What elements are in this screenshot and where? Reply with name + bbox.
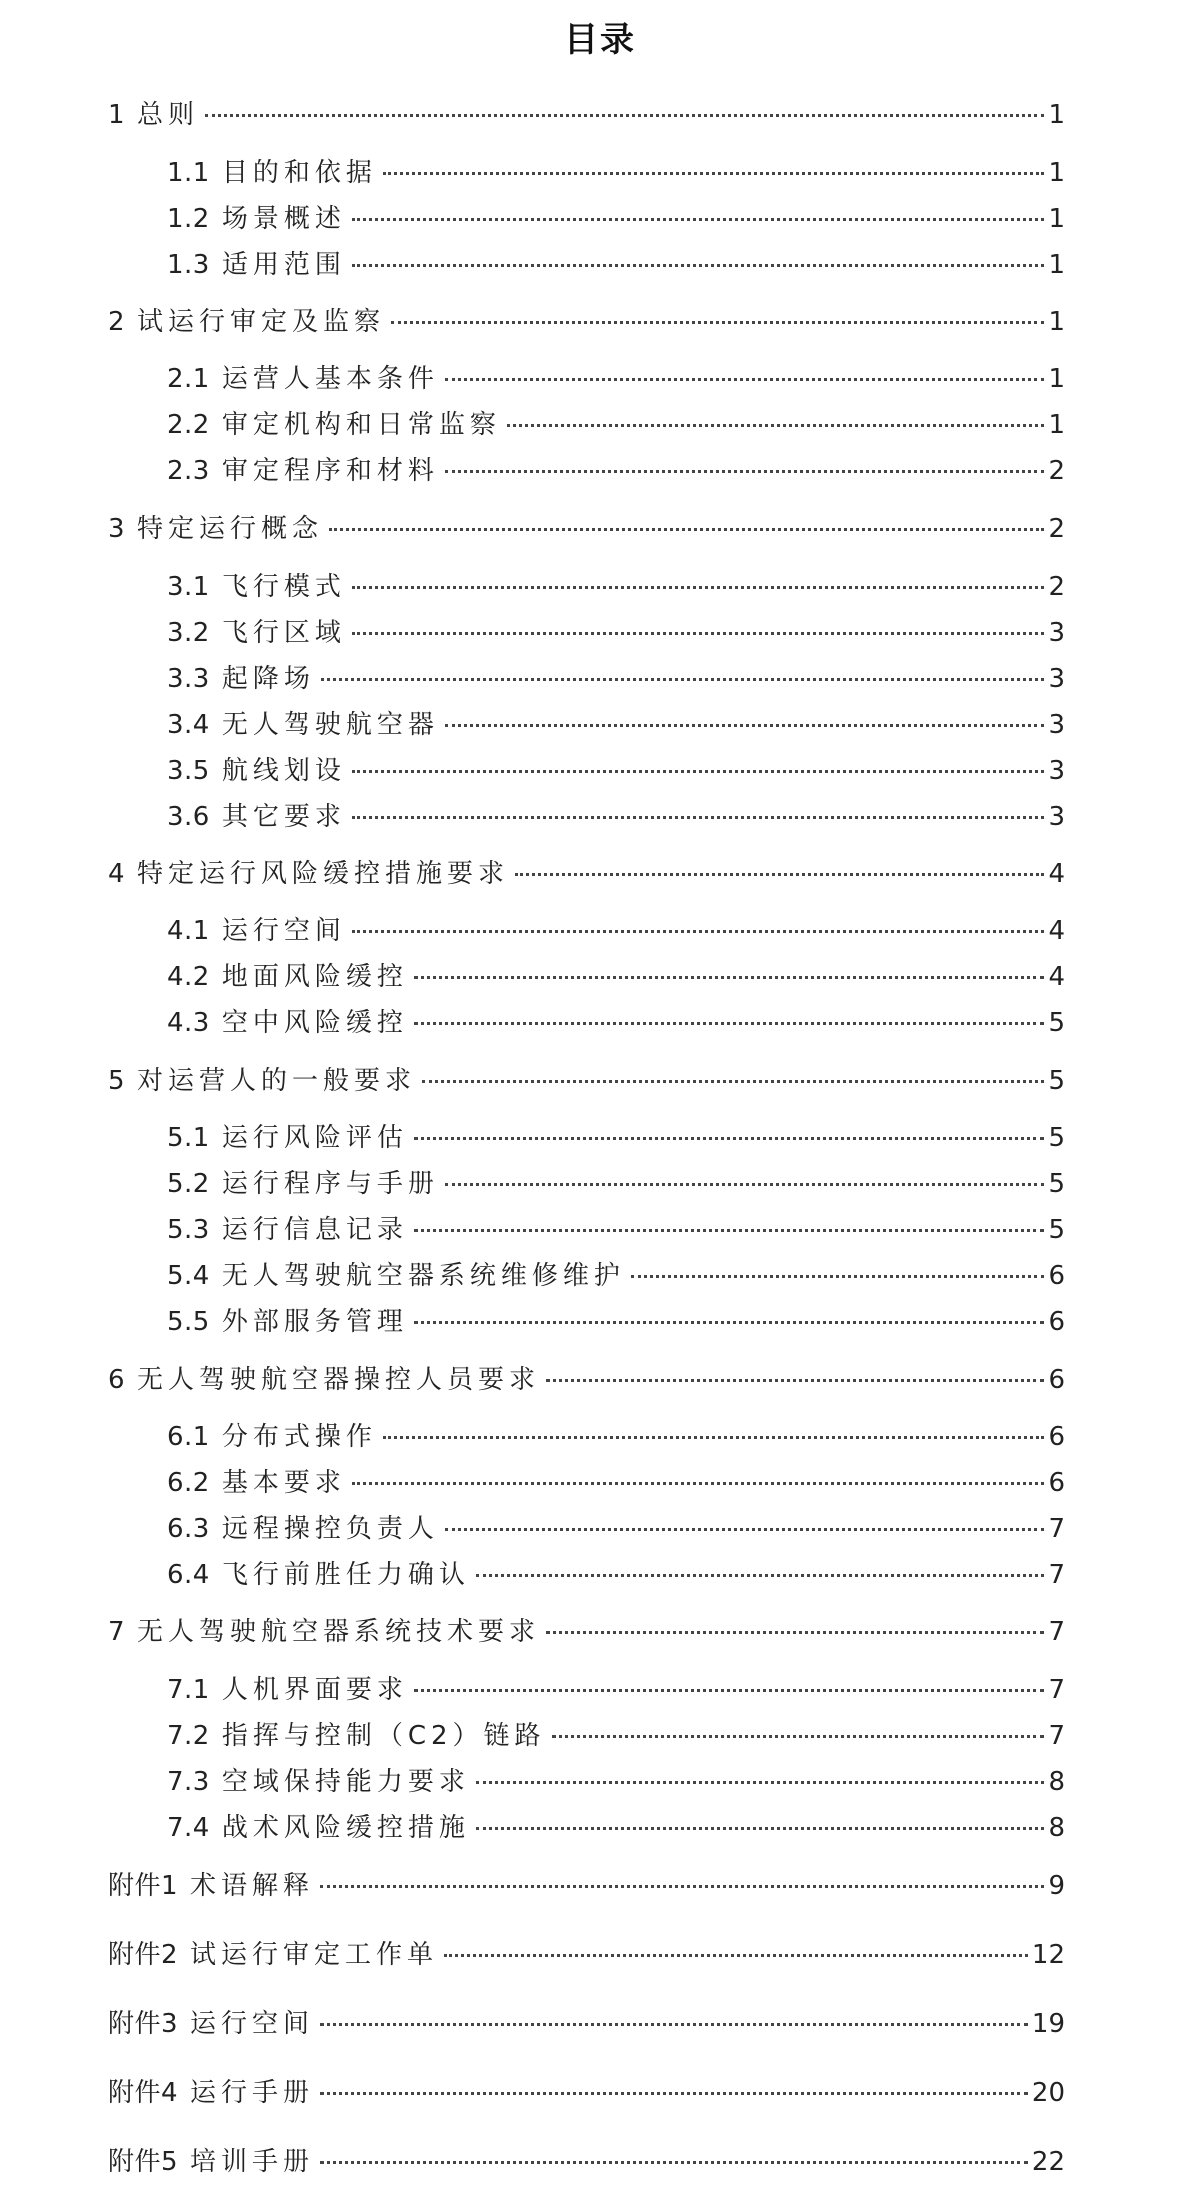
toc-entry-page-number: 12 <box>1031 1940 1065 1970</box>
toc-entry-title: 试运行审定及监察 <box>137 307 386 337</box>
toc-entry-number: 2.3 <box>167 456 210 486</box>
dot-leader <box>445 1183 1045 1186</box>
toc-entry-title: 其它要求 <box>221 802 346 832</box>
toc-entry-number: 1 <box>108 100 126 130</box>
toc-entry-number: 4.2 <box>167 962 210 992</box>
toc-entry-page-number: 4 <box>1048 859 1065 889</box>
dot-leader <box>391 321 1044 324</box>
toc-entry-title: 空中风险缓控 <box>221 1008 408 1038</box>
toc-entry-page-number: 4 <box>1048 916 1065 946</box>
toc-entry[interactable] <box>167 914 1065 948</box>
toc-entry[interactable] <box>108 305 1065 339</box>
toc-entry[interactable] <box>167 570 1065 604</box>
toc-entry-page-number: 1 <box>1048 100 1065 130</box>
toc-entry[interactable] <box>108 1064 1065 1098</box>
dot-leader <box>507 424 1045 427</box>
toc-entry-page-number: 3 <box>1048 618 1065 648</box>
dot-leader <box>320 2023 1028 2026</box>
toc-entry-number: 6.2 <box>167 1468 210 1498</box>
dot-leader <box>445 470 1045 473</box>
dot-leader <box>476 1781 1045 1784</box>
toc-entry-number: 附件5 <box>108 2147 179 2177</box>
toc-entry[interactable] <box>167 1765 1065 1799</box>
toc-entry-page-number: 6 <box>1048 1422 1065 1452</box>
dot-leader <box>414 1229 1045 1232</box>
toc-entry-number: 7.4 <box>167 1813 210 1843</box>
toc-entry-title: 场景概述 <box>221 204 346 234</box>
toc-entry-title: 无人驾驶航空器 <box>221 710 439 740</box>
page-title: 目录 <box>564 20 636 60</box>
toc-entry[interactable] <box>167 248 1065 282</box>
toc-entry-title: 审定机构和日常监察 <box>221 410 501 440</box>
toc-entry-page-number: 5 <box>1048 1008 1065 1038</box>
toc-entry[interactable] <box>167 1167 1065 1201</box>
toc-entry-number: 7.1 <box>167 1675 210 1705</box>
toc-entry-title: 运行空间 <box>221 916 346 946</box>
toc-entry-number: 4.3 <box>167 1008 210 1038</box>
toc-entry[interactable] <box>108 1938 1065 1972</box>
toc-entry-number: 4 <box>108 859 126 889</box>
toc-entry-page-number: 6 <box>1048 1307 1065 1337</box>
toc-entry[interactable] <box>167 1558 1065 1592</box>
toc-entry-page-number: 7 <box>1048 1721 1065 1751</box>
toc-entry-title: 术语解释 <box>190 1871 315 1901</box>
toc-entry[interactable] <box>167 408 1065 442</box>
toc-entry-title: 飞行模式 <box>221 572 346 602</box>
toc-entry-page-number: 7 <box>1048 1560 1065 1590</box>
toc-entry-title: 无人驾驶航空器操控人员要求 <box>137 1365 541 1395</box>
toc-entry-number: 5 <box>108 1066 126 1096</box>
dot-leader <box>320 2161 1028 2164</box>
toc-entry-number: 2.2 <box>167 410 210 440</box>
dot-leader <box>321 678 1045 681</box>
toc-entry-number: 6.4 <box>167 1560 210 1590</box>
dot-leader <box>444 1954 1028 1957</box>
toc-entry-title: 运行信息记录 <box>221 1215 408 1245</box>
dot-leader <box>352 770 1045 773</box>
toc-entry-page-number: 5 <box>1048 1169 1065 1199</box>
toc-entry-page-number: 7 <box>1048 1514 1065 1544</box>
toc-entry-title: 起降场 <box>221 664 315 694</box>
toc-entry-page-number: 6 <box>1048 1261 1065 1291</box>
dot-leader <box>205 114 1044 117</box>
dot-leader <box>320 1885 1044 1888</box>
toc-entry-title: 分布式操作 <box>221 1422 377 1452</box>
toc-entry-title: 人机界面要求 <box>221 1675 408 1705</box>
toc-entry[interactable] <box>108 1869 1065 1903</box>
toc-entry-page-number: 5 <box>1048 1066 1065 1096</box>
toc-entry[interactable] <box>167 616 1065 650</box>
toc-entry[interactable] <box>108 1363 1065 1397</box>
toc-entry[interactable] <box>167 1121 1065 1155</box>
toc-entry-title: 指挥与控制（C2）链路 <box>221 1721 546 1751</box>
toc-entry[interactable] <box>167 1213 1065 1247</box>
toc-entry-title: 试运行审定工作单 <box>190 1940 439 1970</box>
toc-entry-page-number: 1 <box>1048 250 1065 280</box>
toc-entry-page-number: 1 <box>1048 307 1065 337</box>
toc-entry-title: 总则 <box>137 100 200 130</box>
toc-entry-title: 地面风险缓控 <box>221 962 408 992</box>
toc-entry-number: 5.4 <box>167 1261 210 1291</box>
toc-entry-page-number: 9 <box>1048 1871 1065 1901</box>
toc-entry-title: 特定运行概念 <box>137 514 324 544</box>
toc-entry[interactable] <box>167 1259 1065 1293</box>
dot-leader <box>515 873 1044 876</box>
toc-entry-number: 5.2 <box>167 1169 210 1199</box>
toc-entry-page-number: 22 <box>1031 2147 1065 2177</box>
toc-entry-page-number: 6 <box>1048 1468 1065 1498</box>
toc-entry[interactable] <box>167 454 1065 488</box>
toc-entry-title: 基本要求 <box>221 1468 346 1498</box>
toc-entry-title: 目的和依据 <box>221 158 377 188</box>
toc-entry-title: 对运营人的一般要求 <box>137 1066 417 1096</box>
toc-entry-page-number: 1 <box>1048 204 1065 234</box>
toc-entry-number: 7.3 <box>167 1767 210 1797</box>
toc-entry[interactable] <box>108 2076 1065 2110</box>
toc-entry[interactable] <box>167 1466 1065 1500</box>
toc-entry-number: 2 <box>108 307 126 337</box>
dot-leader <box>352 586 1045 589</box>
toc-entry[interactable] <box>108 512 1065 546</box>
dot-leader <box>445 378 1045 381</box>
toc-entry-title: 航线划设 <box>221 756 346 786</box>
toc-entry-number: 1.2 <box>167 204 210 234</box>
toc-entry-number: 3.6 <box>167 802 210 832</box>
dot-leader <box>546 1379 1044 1382</box>
toc-entry-title: 战术风险缓控措施 <box>221 1813 470 1843</box>
toc-entry-number: 5.3 <box>167 1215 210 1245</box>
toc-entry-title: 运行手册 <box>190 2078 315 2108</box>
toc-entry-page-number: 2 <box>1048 456 1065 486</box>
toc-entry-number: 2.1 <box>167 364 210 394</box>
toc-entry-title: 适用范围 <box>221 250 346 280</box>
toc-entry-number: 5.1 <box>167 1123 210 1153</box>
dot-leader <box>320 2092 1028 2095</box>
toc-entry-page-number: 3 <box>1048 802 1065 832</box>
dot-leader <box>414 1137 1045 1140</box>
toc-entry[interactable] <box>167 960 1065 994</box>
toc-entry-page-number: 1 <box>1048 364 1065 394</box>
toc-entry-page-number: 3 <box>1048 756 1065 786</box>
toc-entry-number: 附件2 <box>108 1940 179 1970</box>
toc-entry-number: 1.1 <box>167 158 210 188</box>
toc-entry-number: 6.1 <box>167 1422 210 1452</box>
dot-leader <box>414 1022 1045 1025</box>
toc-entry-title: 飞行区域 <box>221 618 346 648</box>
dot-leader <box>352 218 1045 221</box>
dot-leader <box>631 1275 1045 1278</box>
toc-entry-number: 附件1 <box>108 1871 179 1901</box>
dot-leader <box>476 1574 1045 1577</box>
dot-leader <box>476 1827 1045 1830</box>
dot-leader <box>352 930 1045 933</box>
toc-entry-number: 7 <box>108 1617 126 1647</box>
toc-entry[interactable] <box>167 1673 1065 1707</box>
toc-entry-page-number: 3 <box>1048 710 1065 740</box>
toc-entry-number: 3.4 <box>167 710 210 740</box>
dot-leader <box>383 1436 1045 1439</box>
toc-entry-number: 3.3 <box>167 664 210 694</box>
toc-entry-title: 运行空间 <box>190 2009 315 2039</box>
toc-entry[interactable] <box>167 754 1065 788</box>
toc-entry-page-number: 5 <box>1048 1123 1065 1153</box>
toc-entry[interactable] <box>167 1305 1065 1339</box>
toc-entry-title: 特定运行风险缓控措施要求 <box>137 859 510 889</box>
dot-leader <box>352 1482 1045 1485</box>
toc-entry-title: 飞行前胜任力确认 <box>221 1560 470 1590</box>
toc-entry[interactable] <box>108 98 1065 132</box>
toc-entry-number: 3.5 <box>167 756 210 786</box>
toc-entry-number: 附件3 <box>108 2009 179 2039</box>
toc-entry-title: 运行程序与手册 <box>221 1169 439 1199</box>
toc-entry-page-number: 7 <box>1048 1675 1065 1705</box>
dot-leader <box>546 1631 1044 1634</box>
toc-entry-page-number: 7 <box>1048 1617 1065 1647</box>
toc-entry[interactable] <box>108 2007 1065 2041</box>
toc-entry-page-number: 2 <box>1048 514 1065 544</box>
toc-entry-page-number: 1 <box>1048 410 1065 440</box>
toc-entry-title: 审定程序和材料 <box>221 456 439 486</box>
toc-entry-number: 4.1 <box>167 916 210 946</box>
toc-entry-number: 6 <box>108 1365 126 1395</box>
toc-entry-number: 附件4 <box>108 2078 179 2108</box>
toc-entry-number: 3.2 <box>167 618 210 648</box>
toc-entry[interactable] <box>108 1615 1065 1649</box>
dot-leader <box>445 1528 1045 1531</box>
toc-entry-page-number: 19 <box>1031 2009 1065 2039</box>
toc-entry[interactable] <box>167 708 1065 742</box>
toc-entry-number: 5.5 <box>167 1307 210 1337</box>
dot-leader <box>352 632 1045 635</box>
dot-leader <box>383 172 1045 175</box>
toc-entry-number: 3.1 <box>167 572 210 602</box>
toc-entry-page-number: 4 <box>1048 962 1065 992</box>
dot-leader <box>414 1689 1045 1692</box>
toc-entry-page-number: 2 <box>1048 572 1065 602</box>
toc-entry-title: 无人驾驶航空器系统技术要求 <box>137 1617 541 1647</box>
toc-entry[interactable] <box>167 662 1065 696</box>
toc-entry[interactable] <box>167 1512 1065 1546</box>
dot-leader <box>414 976 1045 979</box>
toc-entry-title: 无人驾驶航空器系统维修维护 <box>221 1261 625 1291</box>
dot-leader <box>422 1080 1044 1083</box>
toc-entry-number: 3 <box>108 514 126 544</box>
toc-entry-title: 培训手册 <box>190 2147 315 2177</box>
toc-entry-title: 运行风险评估 <box>221 1123 408 1153</box>
dot-leader <box>352 816 1045 819</box>
toc-entry-page-number: 8 <box>1048 1767 1065 1797</box>
toc-entry[interactable] <box>108 2145 1065 2179</box>
toc-entry-title: 外部服务管理 <box>221 1307 408 1337</box>
toc-entry[interactable] <box>167 202 1065 236</box>
toc-entry-page-number: 6 <box>1048 1365 1065 1395</box>
toc-entry-page-number: 8 <box>1048 1813 1065 1843</box>
toc-entry[interactable] <box>167 1719 1065 1753</box>
dot-leader <box>352 264 1045 267</box>
dot-leader <box>552 1735 1045 1738</box>
toc-entry[interactable] <box>167 1420 1065 1454</box>
toc-entry-number: 6.3 <box>167 1514 210 1544</box>
toc-entry[interactable] <box>167 1811 1065 1845</box>
toc-entry-page-number: 20 <box>1031 2078 1065 2108</box>
toc-entry[interactable] <box>167 1006 1065 1040</box>
toc-entry[interactable] <box>108 857 1065 891</box>
toc-entry[interactable] <box>167 800 1065 834</box>
dot-leader <box>445 724 1045 727</box>
toc-entry[interactable] <box>167 156 1065 190</box>
toc-entry-page-number: 3 <box>1048 664 1065 694</box>
toc-entry-page-number: 5 <box>1048 1215 1065 1245</box>
toc-entry-number: 1.3 <box>167 250 210 280</box>
toc-entry[interactable] <box>167 362 1065 396</box>
toc-entry-page-number: 1 <box>1048 158 1065 188</box>
dot-leader <box>329 528 1044 531</box>
toc-entry-title: 运营人基本条件 <box>221 364 439 394</box>
toc-entry-title: 远程操控负责人 <box>221 1514 439 1544</box>
dot-leader <box>414 1321 1045 1324</box>
toc-entry-title: 空域保持能力要求 <box>221 1767 470 1797</box>
toc-entry-number: 7.2 <box>167 1721 210 1751</box>
